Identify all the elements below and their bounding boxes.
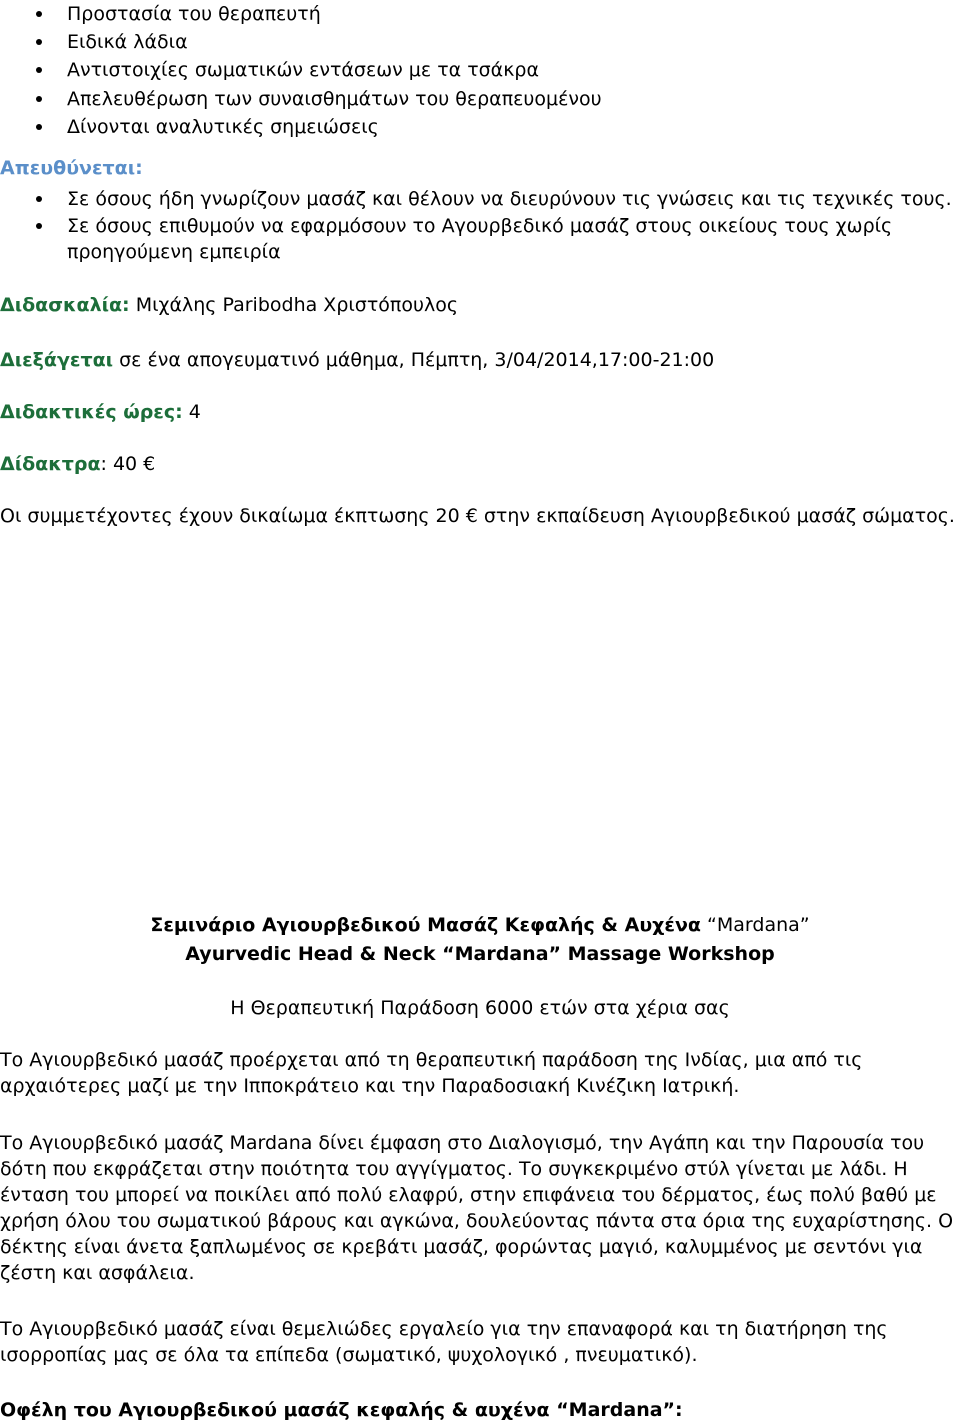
workshop-subtitle: Η Θεραπευτική Παράδοση 6000 ετών στα χέρια σας [230,997,730,1019]
bullet-dot-icon [36,11,42,17]
schedule-value: σε ένα απογευματινό μάθημα, Πέμπτη, 3/04/2014,17:00-21:00 [113,349,715,371]
schedule-line [0,347,714,373]
paragraph-line: Το Αγιουρβεδικό μασάζ είναι θεμελιώδες εργαλείο για την επαναφορά και τη διατήρηση της [0,1318,888,1340]
list-item: Σε όσους επιθυμούν να εφαρμόσουν το Αγουρβεδικό μασάζ στους οικείους τους χωρίς [67,215,893,237]
paragraph-origin [0,1047,960,1099]
paragraph-line: αρχαιότερες μαζί με την Ιπποκράτειο και την Παραδοσιακή Κινέζικη Ιατρική. [0,1075,740,1097]
paragraph-line: ζέστη και ασφάλεια. [0,1262,195,1284]
paragraph-mardana [0,1130,960,1286]
workshop-title-greek-bold: Σεμινάριο Αγιουρβεδικού Μασάζ Κεφαλής & Αυχένα [150,914,701,936]
discount-note: Οι συμμετέχοντες έχουν δικαίωμα έκπτωσης 20 € στην εκπαίδευση Αγιουρβεδικού μασάζ σώματος. [0,505,955,527]
schedule-label: Διεξάγεται [0,349,114,371]
list-item: Αντιστοιχίες σωματικών εντάσεων με τα τσάκρα [67,59,539,81]
teacher-value: Μιχάλης Paribodha Χριστόπουλος [129,294,458,316]
list-item: Δίνονται αναλυτικές σημειώσεις [67,116,379,138]
fee-line [0,451,155,477]
list-item-continuation: προηγούμενη εμπειρία [67,241,281,263]
list-item: Προστασία του θεραπευτή [67,3,321,25]
paragraph-line: ένταση του μπορεί να ποικίλει από πολύ ελαφρύ, στην επιφάνεια του δέρματος, έως πολύ βαθύ με [0,1184,937,1206]
list-item: Απελευθέρωση των συναισθημάτων του θεραπευομένου [67,88,602,110]
fee-value: : 40 € [100,453,156,475]
paragraph-line: ισορροπίας μας σε όλα τα επίπεδα (σωματικό, ψυχολογικό , πνευματικό). [0,1344,698,1366]
teacher-line [0,292,458,318]
hours-value: 4 [182,401,201,423]
benefits-heading: Οφέλη του Αγιουρβεδικού μασάζ κεφαλής & αυχένα “Mardana”: [0,1399,683,1421]
paragraph-line: Το Αγιουρβεδικό μασάζ προέρχεται από τη θεραπευτική παράδοση της Ινδίας, μια από τις [0,1049,863,1071]
list-item: Σε όσους ήδη γνωρίζουν μασάζ και θέλουν να διευρύνουν τις γνώσεις και τις τεχνικές τους. [67,188,952,210]
paragraph-line: Το Αγιουρβεδικό μασάζ Mardana δίνει έμφαση στο Διαλογισμό, την Αγάπη και την Παρουσία του [0,1132,925,1154]
teacher-label: Διδασκαλία: [0,294,130,316]
list-item: Ειδικά λάδια [67,31,188,53]
audience-heading: Απευθύνεται: [0,157,143,179]
fee-label: Δίδακτρα [0,453,101,475]
bullet-dot-icon [36,124,42,130]
paragraph-balance [0,1316,960,1368]
workshop-title-greek-name: “Mardana” [700,914,810,936]
bullet-dot-icon [36,39,42,45]
hours-label: Διδακτικές ώρες: [0,401,183,423]
workshop-title-english: Ayurvedic Head & Neck “Mardana” Massage Workshop [185,943,775,965]
hours-line [0,399,201,425]
bullet-dot-icon [36,96,42,102]
bullet-dot-icon [36,196,42,202]
paragraph-line: χρήση όλου του σωματικού βάρους και αγκώνα, δουλεύοντας πάντα στα όρια της ευχαρίστησης. Ο [0,1210,954,1232]
paragraph-line: δότη που εκφράζεται στην ποιότητα του αγγίγματος. Το συγκεκριμένο στύλ γίνεται με λάδι. Η [0,1158,908,1180]
bullet-dot-icon [36,67,42,73]
paragraph-line: δέκτης είναι άνετα ξαπλωμένος σε κρεβάτι μασάζ, φορώντας μαγιό, καλυμμένος με σεντόνι για [0,1236,923,1258]
workshop-title-greek [0,912,960,938]
bullet-dot-icon [36,223,42,229]
